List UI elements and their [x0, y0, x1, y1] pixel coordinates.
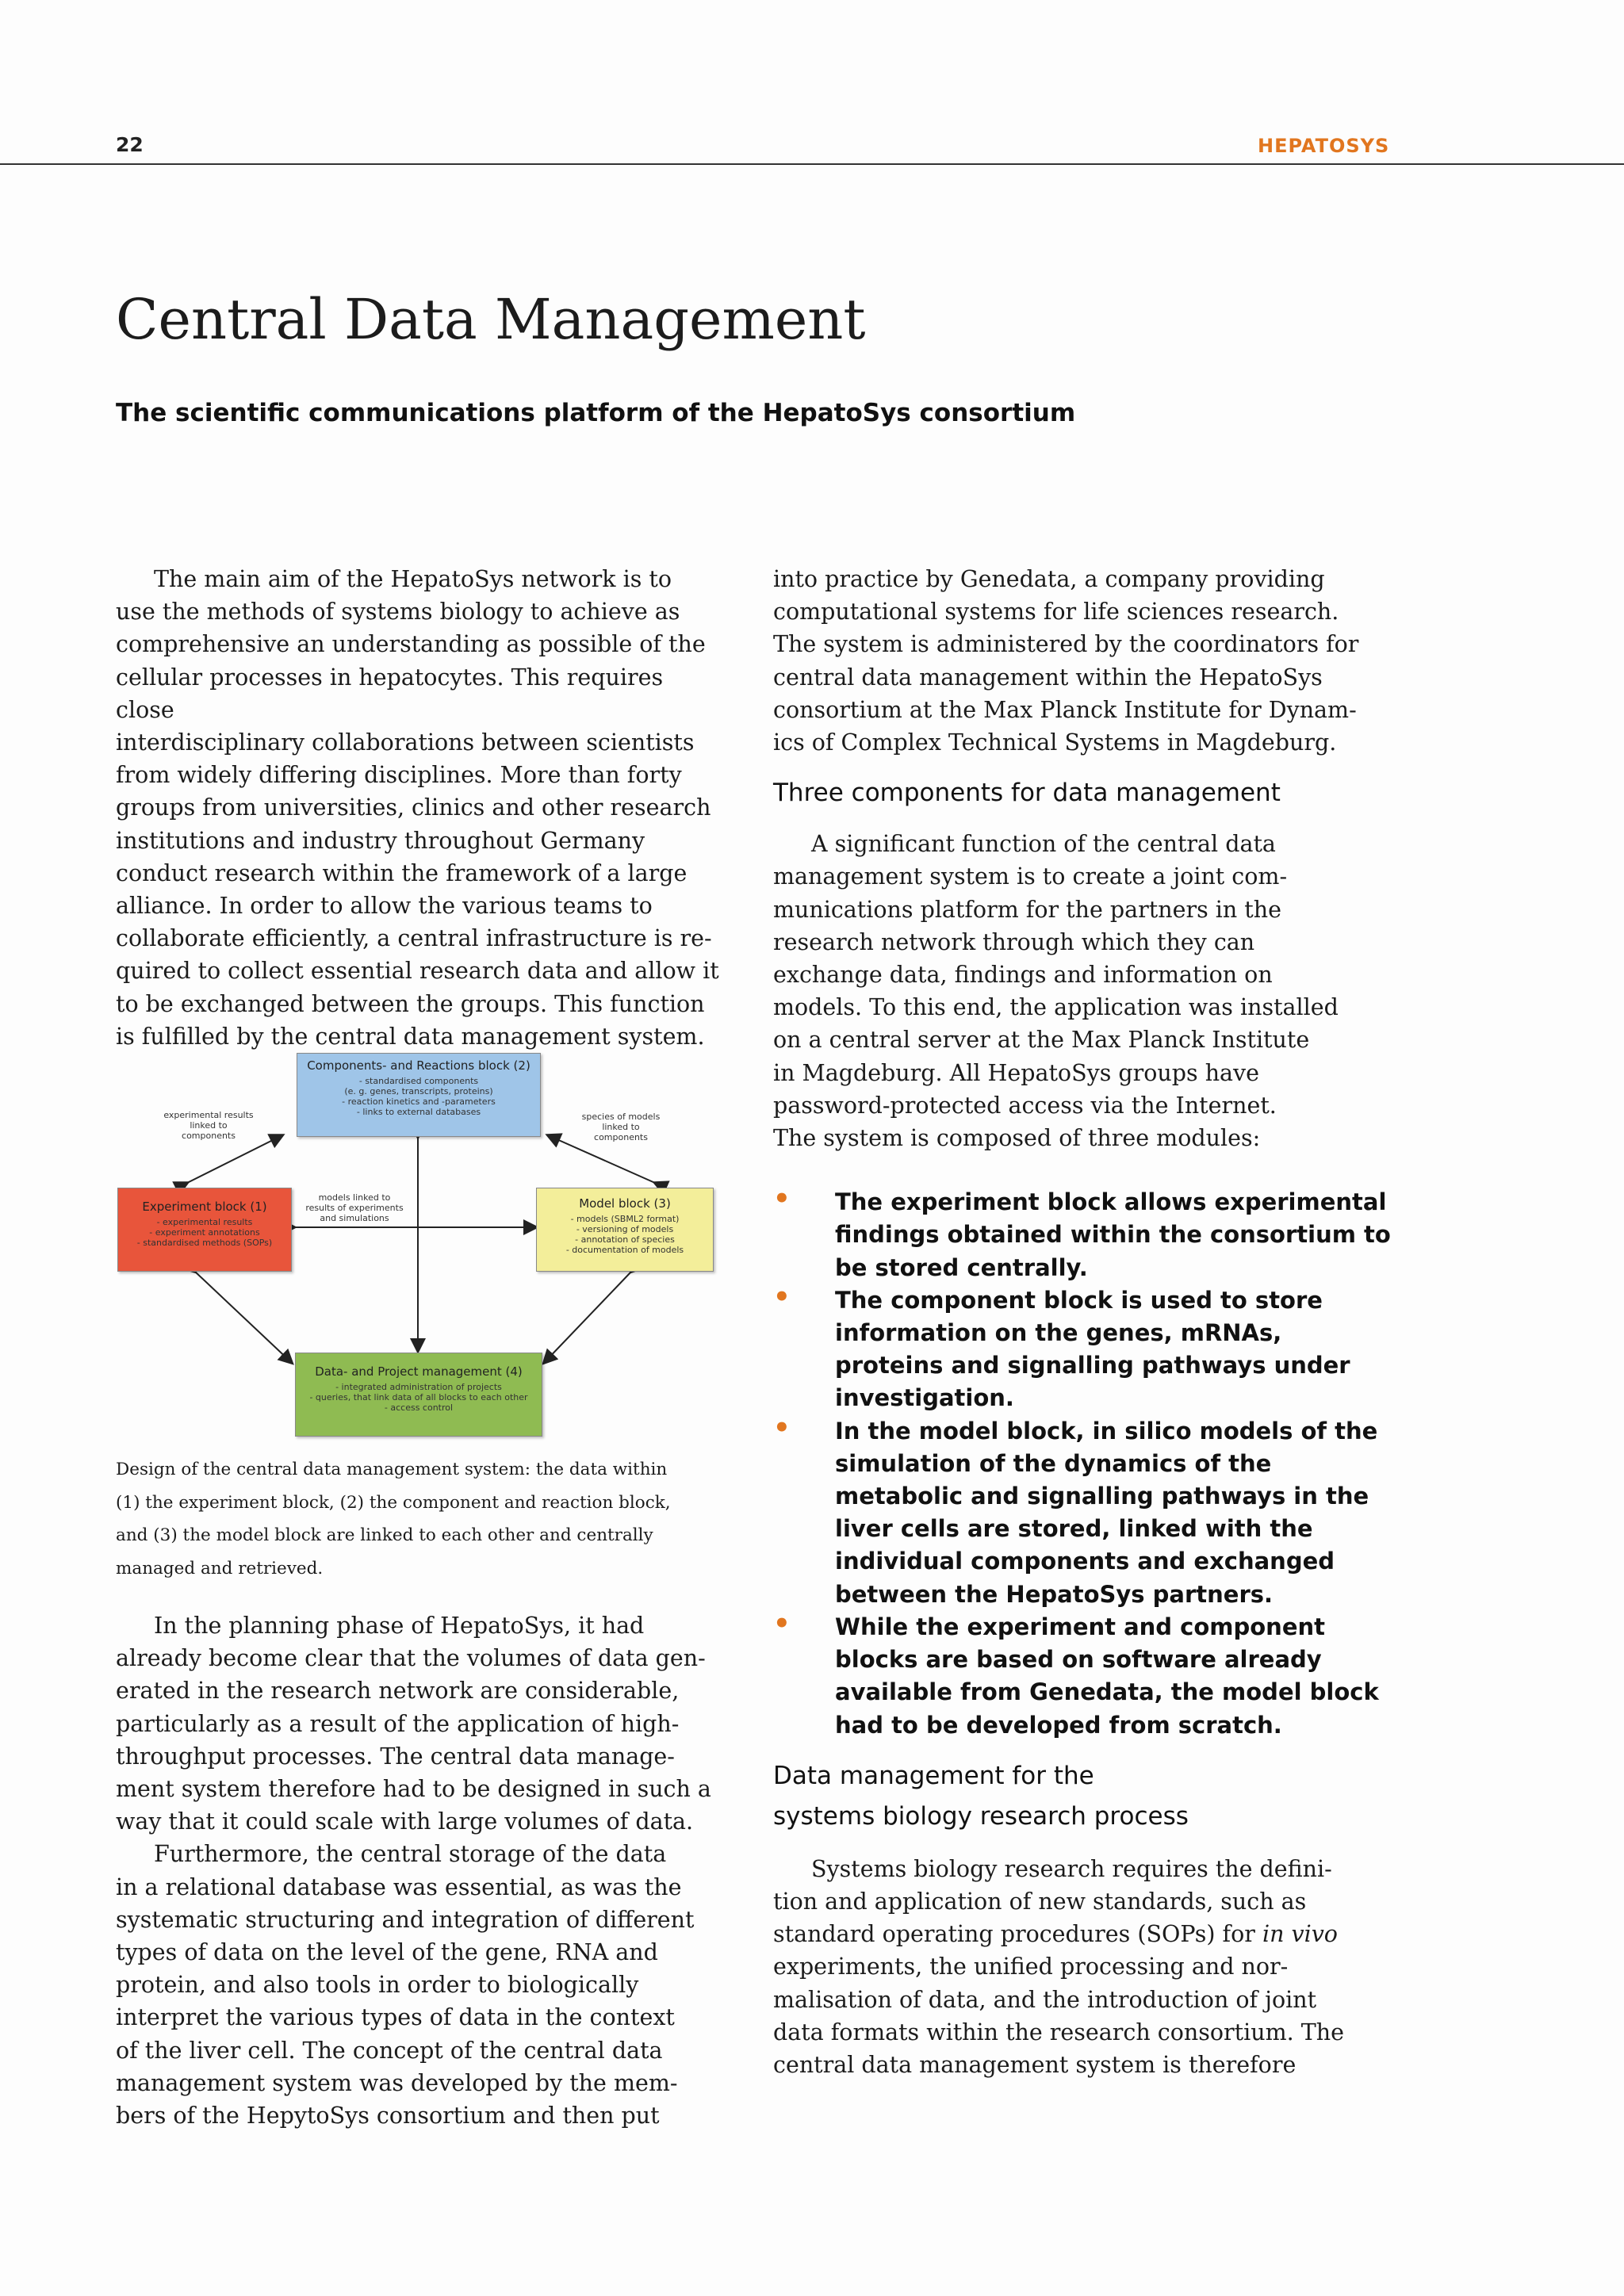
right-column: [773, 563, 1408, 2081]
list-item: • In the model block, in silico models of the simulation of the dynamics of the metabolic and signalling pathways in the liver cells are stored, linked with the individual components and exchanged between the HepatoSys partners.: [773, 1411, 1378, 1608]
heading-data-management-line2: systems biology research process: [773, 1801, 1189, 1831]
in-vivo-emphasis: in vivo: [1262, 1921, 1338, 1948]
model-block-title: Model block (3): [579, 1196, 671, 1211]
components-block-title: Components- and Reactions block (2): [307, 1058, 530, 1073]
right-paragraph-1: into practice by Genedata, a company providing computational systems for life sciences research. The system is administered by the coordinators for central data management within the HepatoSys consortium at the Max Planck Institute for Dynam- ics of Complex Technical Systems in Magdeburg.: [773, 566, 1359, 756]
components-reactions-block: [297, 1053, 541, 1137]
arrow-experiment-components: [187, 1135, 282, 1183]
list-item: • The component block is used to store information on the genes, mRNAs, proteins and signalling pathways under investigation.: [773, 1280, 1350, 1412]
label-models-linked-results: models linked to results of experiments and simulations: [305, 1192, 404, 1223]
bullet-icon: •: [773, 1411, 791, 1444]
arrow-model-components: [548, 1135, 655, 1183]
page-subtitle: The scientific communications platform of the HepatoSys consortium: [116, 399, 1076, 427]
model-block-description: - models (SBML2 format) - versioning of models - annotation of species - documentation of models: [565, 1214, 684, 1255]
right-paragraph-2: A significant function of the central data management system is to create a joint com- munications platform for the partners in the research network through which they can exchange data, findings and information on models. To this end, the application was installed on a central server at the Max Planck Institute in Magdeburg. All HepatoSys groups have password-protected access via the Internet. The system is composed of three modules:: [773, 831, 1339, 1152]
left-column-bottom: [116, 1609, 726, 2132]
page-number: 22: [116, 133, 144, 156]
project-block-description: - integrated administration of projects - queries, that link data of all blocks to each other - access control: [309, 1382, 528, 1413]
right-paragraph-3: Systems biology research requires the defini- tion and application of new standards, such as standard operating procedures (SOPs) for in vivo experiments, the unified processing and nor- malisation of data, and the introduction of joint data formats within the research consortium. The central data management system is therefore: [773, 1855, 1344, 2078]
experiment-block: [117, 1188, 292, 1272]
header-rule: [0, 163, 1624, 165]
bullet-icon: •: [773, 1607, 791, 1640]
label-species-components: species of models linked to components: [581, 1112, 661, 1142]
data-management-diagram: [116, 1050, 714, 1437]
left-paragraph-3: Furthermore, the central storage of the data in a relational database was essential, as was the systematic structuring and integration of different types of data on the level of the gene, RNA and protein, and also tools in order to biologically interpret the various types of data in the context of the liver cell. The concept of the central data management system was developed by the mem- bers of the HepytoSys consortium and then put: [116, 1841, 695, 2130]
figure-caption: Design of the central data management system: the data within (1) the experiment block, (2) the component and reaction block, and (3) the model block are linked to each other and centrally managed and retrieved.: [116, 1460, 671, 1578]
left-paragraph-2: In the planning phase of HepatoSys, it had already become clear that the volumes of data gen- erated in the research network are considerable, particularly as a result of the application of high- throughput processes. The central data manage- ment system therefore had to be designed in such a way that it could scale with large volumes of data.: [116, 1613, 711, 1835]
left-column-top: [116, 563, 726, 1053]
components-block-description: - standardised components (e. g. genes, transcripts, proteins) - reaction kinetics and -parameters - links to external databases: [342, 1076, 496, 1117]
model-block: [536, 1188, 714, 1272]
bullet-icon: •: [773, 1280, 791, 1313]
running-head: HEPATOSYS: [1258, 135, 1390, 157]
heading-data-management-line1: Data management for the: [773, 1761, 1094, 1790]
experiment-block-description: - experimental results - experiment annotations - standardised methods (SOPs): [136, 1217, 273, 1248]
arrow-experiment-project: [195, 1272, 292, 1363]
bullet-icon: •: [773, 1183, 791, 1215]
project-management-block: [295, 1353, 542, 1437]
left-paragraph-1: The main aim of the HepatoSys network is to use the methods of systems biology to achieve as comprehensive an understanding as possible of the cellular processes in hepatocytes. This requires close interdisciplinary collaborations between scientists from widely differing disciplines. More than forty groups from universities, clinics and other research institutions and industry throughout Germany conduct research within the framework of a large alliance. In order to allow the various teams to collaborate efficiently, a central infrastructure is re- quired to collect essential research data and allow it to be exchanged between the groups. This function is fulfilled by the central data management system.: [116, 566, 719, 1050]
project-block-title: Data- and Project management (4): [315, 1364, 523, 1379]
heading-three-components: Three components for data management: [773, 779, 1281, 808]
modules-list: [773, 1183, 1408, 1741]
page-title: Central Data Management: [116, 287, 866, 352]
label-experimental-results-components: experimental results linked to components: [163, 1110, 254, 1141]
list-item: • The experiment block allows experimental findings obtained within the consortium to be stored centrally.: [773, 1183, 1391, 1281]
experiment-block-title: Experiment block (1): [142, 1200, 267, 1214]
list-item: • While the experiment and component blocks are based on software already available from Genedata, the model block had to be developed from scratch.: [773, 1607, 1379, 1739]
arrow-model-project: [544, 1272, 631, 1363]
